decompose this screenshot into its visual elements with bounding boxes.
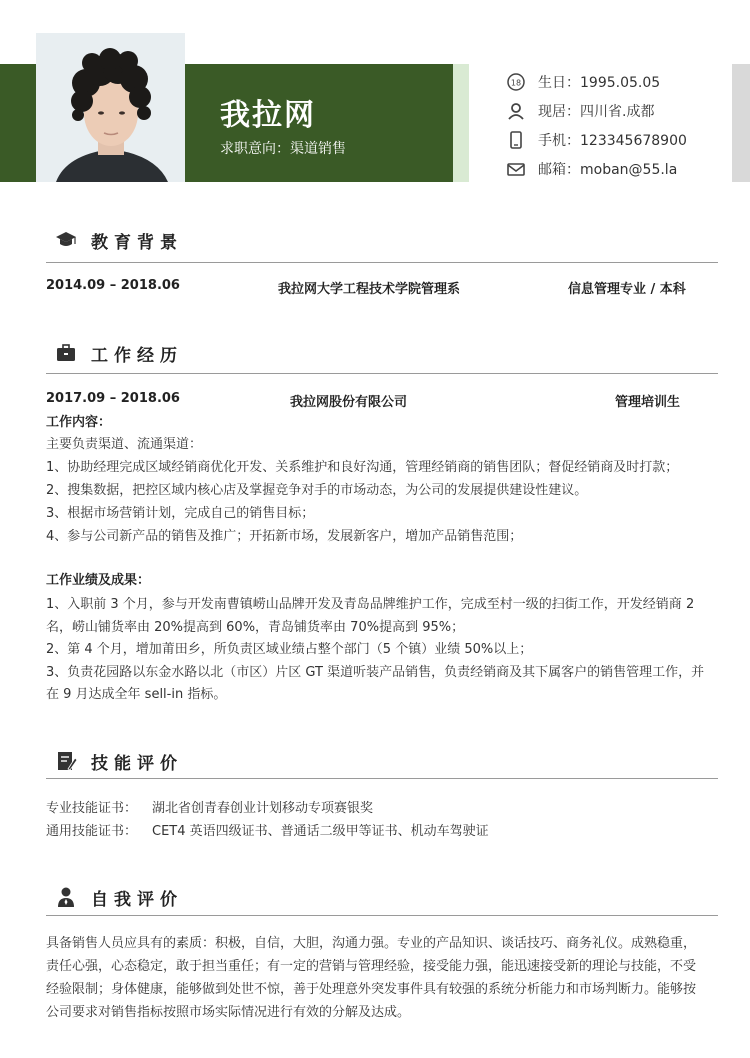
contact-location-text: 现居：四川省.成都 xyxy=(538,104,655,120)
work-results-label: 工作业绩及成果： xyxy=(46,573,151,588)
work-title: 工作经历 xyxy=(91,345,183,366)
work-position: 管理培训生 xyxy=(615,395,681,410)
work-result-line: 1、入职前 3 个月，参与开发南曹镇崂山品牌开发及青岛品牌维护工作，完成至村一级的扫街工作，开发经销商 2 xyxy=(46,597,695,612)
skill-value: 湖北省创青春创业计划移动专项赛银奖 xyxy=(152,801,374,816)
work-result-line: 2、第 4 个月，增加莆田乡，所负责区域业绩占整个部门（5 个镇）业绩 50%以上； xyxy=(46,642,533,657)
contact-birthday xyxy=(506,71,660,93)
work-result-line: 在 9 月达成全年 sell-in 指标。 xyxy=(46,687,227,702)
svg-text:18: 18 xyxy=(510,78,522,88)
work-result-line: 名，崂山铺货率由 20%提高到 60%，青岛铺货率由 70%提高到 95%； xyxy=(46,620,465,635)
education-date: 2014.09 – 2018.06 xyxy=(46,278,180,293)
profile-photo xyxy=(36,33,185,182)
work-content-line: 4、参与公司新产品的销售及推广；开拓新市场，发展新客户，增加产品销售范围； xyxy=(46,529,523,544)
graduation-cap-icon xyxy=(55,229,77,251)
education-school: 我拉网大学工程技术学院管理系 xyxy=(278,282,461,297)
header-band-left xyxy=(0,64,36,182)
work-result-line: 3、负责花园路以东金水路以北（市区）片区 GT 渠道听装产品销售，负责经销商及其下属客户的销售管理工作，并 xyxy=(46,665,705,680)
work-content-line: 2、搜集数据，把控区域内核心店及掌握竞争对手的市场动态，为公司的发展提供建设性建议。 xyxy=(46,483,588,498)
birthday-18-icon xyxy=(506,72,526,92)
self-line: 公司要求对销售指标按照市场实际情况进行有效的分解及达成。 xyxy=(46,1005,411,1020)
person-icon xyxy=(55,886,77,908)
contact-email xyxy=(506,158,677,180)
skills-divider xyxy=(46,778,718,779)
education-section-title xyxy=(55,227,183,253)
header-edge-bar xyxy=(732,64,750,182)
skills-title: 技能评价 xyxy=(91,753,183,774)
contact-phone xyxy=(506,129,687,151)
work-content-label: 工作内容： xyxy=(46,415,112,430)
skill-value: CET4 英语四级证书、普通话二级甲等证书、机动车驾驶证 xyxy=(152,824,489,839)
skill-label: 通用技能证书： xyxy=(46,824,138,839)
self-line: 责任心强，心态稳定，敢于担当重任；有一定的营销与管理经验，接受能力强，能迅速接受新的理论与技能，不受 xyxy=(46,959,697,974)
education-title: 教育背景 xyxy=(91,232,183,253)
contact-phone-text: 手机：123345678900 xyxy=(538,133,687,149)
work-divider xyxy=(46,373,718,374)
skill-item xyxy=(46,821,712,843)
work-date: 2017.09 – 2018.06 xyxy=(46,391,180,406)
skill-item xyxy=(46,798,712,820)
work-content-line: 主要负责渠道、流通渠道： xyxy=(46,437,203,452)
self-divider xyxy=(46,915,718,916)
work-section-title xyxy=(55,340,183,366)
location-person-icon xyxy=(506,101,526,121)
self-line: 具备销售人员应具有的素质：积极，自信，大胆，沟通力强。专业的产品知识、谈话技巧、商务礼仪。成熟稳重， xyxy=(46,936,697,951)
self-title: 自我评价 xyxy=(91,889,183,910)
header-band-accent xyxy=(453,64,469,182)
contact-birthday-text: 生日：1995.05.05 xyxy=(538,75,661,91)
education-divider xyxy=(46,262,718,263)
briefcase-icon xyxy=(55,342,77,364)
mail-icon xyxy=(506,159,526,179)
work-company: 我拉网股份有限公司 xyxy=(290,395,408,410)
contact-location xyxy=(506,100,654,122)
work-content-line: 1、协助经理完成区域经销商优化开发、关系维护和良好沟通，管理经销商的销售团队；督促经销商及时打款； xyxy=(46,460,679,475)
contact-email-text: 邮箱：moban@55.la xyxy=(538,162,678,178)
skills-section-title xyxy=(55,748,183,774)
certificate-pen-icon xyxy=(55,750,77,772)
skill-label: 专业技能证书： xyxy=(46,801,138,816)
candidate-name: 我拉网 xyxy=(220,98,316,133)
phone-icon xyxy=(506,130,526,150)
education-major: 信息管理专业 / 本科 xyxy=(568,282,686,297)
self-line: 经验限制；身体健康，能够做到处世不惊，善于处理意外突发事件具有较强的系统分析能力和市场判断力。能够按 xyxy=(46,982,697,997)
self-section-title xyxy=(55,884,183,910)
work-content-line: 3、根据市场营销计划，完成自己的销售目标； xyxy=(46,506,315,521)
job-intent: 求职意向：渠道销售 xyxy=(220,141,346,157)
